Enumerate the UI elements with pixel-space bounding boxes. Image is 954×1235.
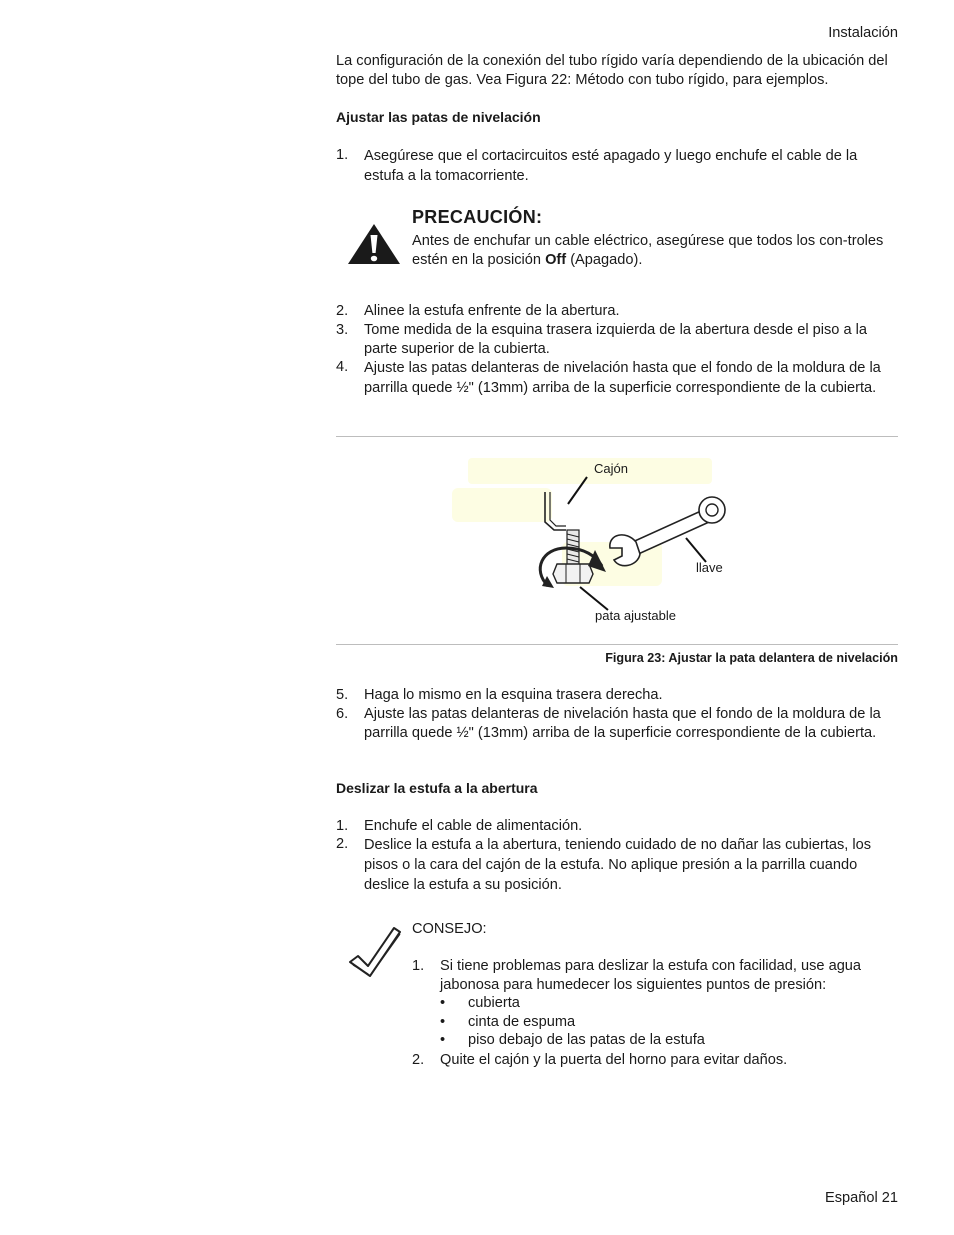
running-header: Instalación	[828, 25, 898, 41]
list-text: Tome medida de la esquina trasera izquierda de la abertura desde el piso a la parte superior de la cubierta.	[364, 322, 867, 357]
label-drawer: Cajón	[594, 461, 628, 476]
list-number: 4.	[336, 359, 349, 375]
bullet-dot: •	[440, 995, 446, 1011]
figure-bottom-rule	[336, 644, 898, 645]
figure-top-rule	[336, 436, 898, 437]
bullet-text: cubierta	[468, 995, 520, 1011]
bullet-text: piso debajo de las patas de la estufa	[468, 1032, 705, 1048]
list-text: Haga lo mismo en la esquina trasera derecha.	[364, 687, 663, 703]
caution-off-word: Off	[545, 252, 567, 268]
caution-text-part: (Apagado).	[566, 252, 643, 268]
figure-caption: Figura 23: Ajustar la pata delantera de nivelación	[605, 651, 898, 665]
tip-title: CONSEJO:	[412, 921, 487, 937]
label-wrench: llave	[696, 560, 723, 575]
warning-triangle-icon	[346, 222, 402, 266]
list-text: Asegúrese que el cortacircuitos esté apagado y luego enchufe el cable de la estufa a la tomacorriente.	[364, 148, 858, 184]
list-number: 2.	[336, 303, 349, 319]
list-number: 2.	[336, 836, 349, 852]
heading-slide-range: Deslizar la estufa a la abertura	[336, 780, 538, 796]
list-number: 2.	[412, 1052, 425, 1068]
caution-text	[412, 232, 892, 270]
list-number: 5.	[336, 687, 349, 703]
checkmark-icon	[346, 922, 404, 980]
caution-title: PRECAUCIÓN:	[412, 207, 543, 227]
list-text: Alinee la estufa enfrente de la abertura.	[364, 303, 620, 319]
bullet-text: cinta de espuma	[468, 1014, 576, 1030]
heading-leveling-legs: Ajustar las patas de nivelación	[336, 109, 541, 125]
intro-paragraph: La configuración de la conexión del tubo rígido varía dependiendo de la ubicación del tope del tubo de gas. Vea Figura 22: Método con tubo rígido, para ejemplos.	[336, 53, 888, 88]
list-number: 6.	[336, 706, 349, 722]
list-text: Ajuste las patas delanteras de nivelación hasta que el fondo de la moldura de la parrilla quede ½" (13mm) arriba de la superficie correspondiente de la cubierta.	[364, 706, 881, 741]
list-number: 1.	[336, 818, 349, 834]
label-adjustable-leg: pata ajustable	[595, 608, 676, 623]
bullet-dot: •	[440, 1014, 446, 1030]
list-number: 1.	[412, 958, 425, 974]
list-text: Enchufe el cable de alimentación.	[364, 818, 583, 834]
list-text: Deslice la estufa a la abertura, teniendo cuidado de no dañar las cubiertas, los pisos o la cara del cajón de la estufa. No aplique presión a la parrilla cuando deslice la estufa a su posición.	[364, 837, 872, 893]
page-number: Español 21	[824, 1190, 898, 1206]
bullet-dot: •	[440, 1032, 446, 1048]
leveling-leg-illustration	[450, 452, 750, 632]
list-text: Ajuste las patas delanteras de nivelación hasta que el fondo de la moldura de la parrilla quede ½" (13mm) arriba de la superficie correspondiente de la cubierta.	[364, 360, 881, 396]
list-text: Si tiene problemas para deslizar la estufa con facilidad, use agua jabonosa para humedecer los siguientes puntos de presión:	[440, 958, 862, 993]
list-text: Quite el cajón y la puerta del horno para evitar daños.	[440, 1052, 788, 1068]
list-number: 1.	[336, 147, 349, 163]
list-number: 3.	[336, 322, 349, 338]
caution-text-part: Antes de enchufar un cable eléctrico, asegúrese que todos los con-troles estén en la posición	[412, 233, 884, 268]
